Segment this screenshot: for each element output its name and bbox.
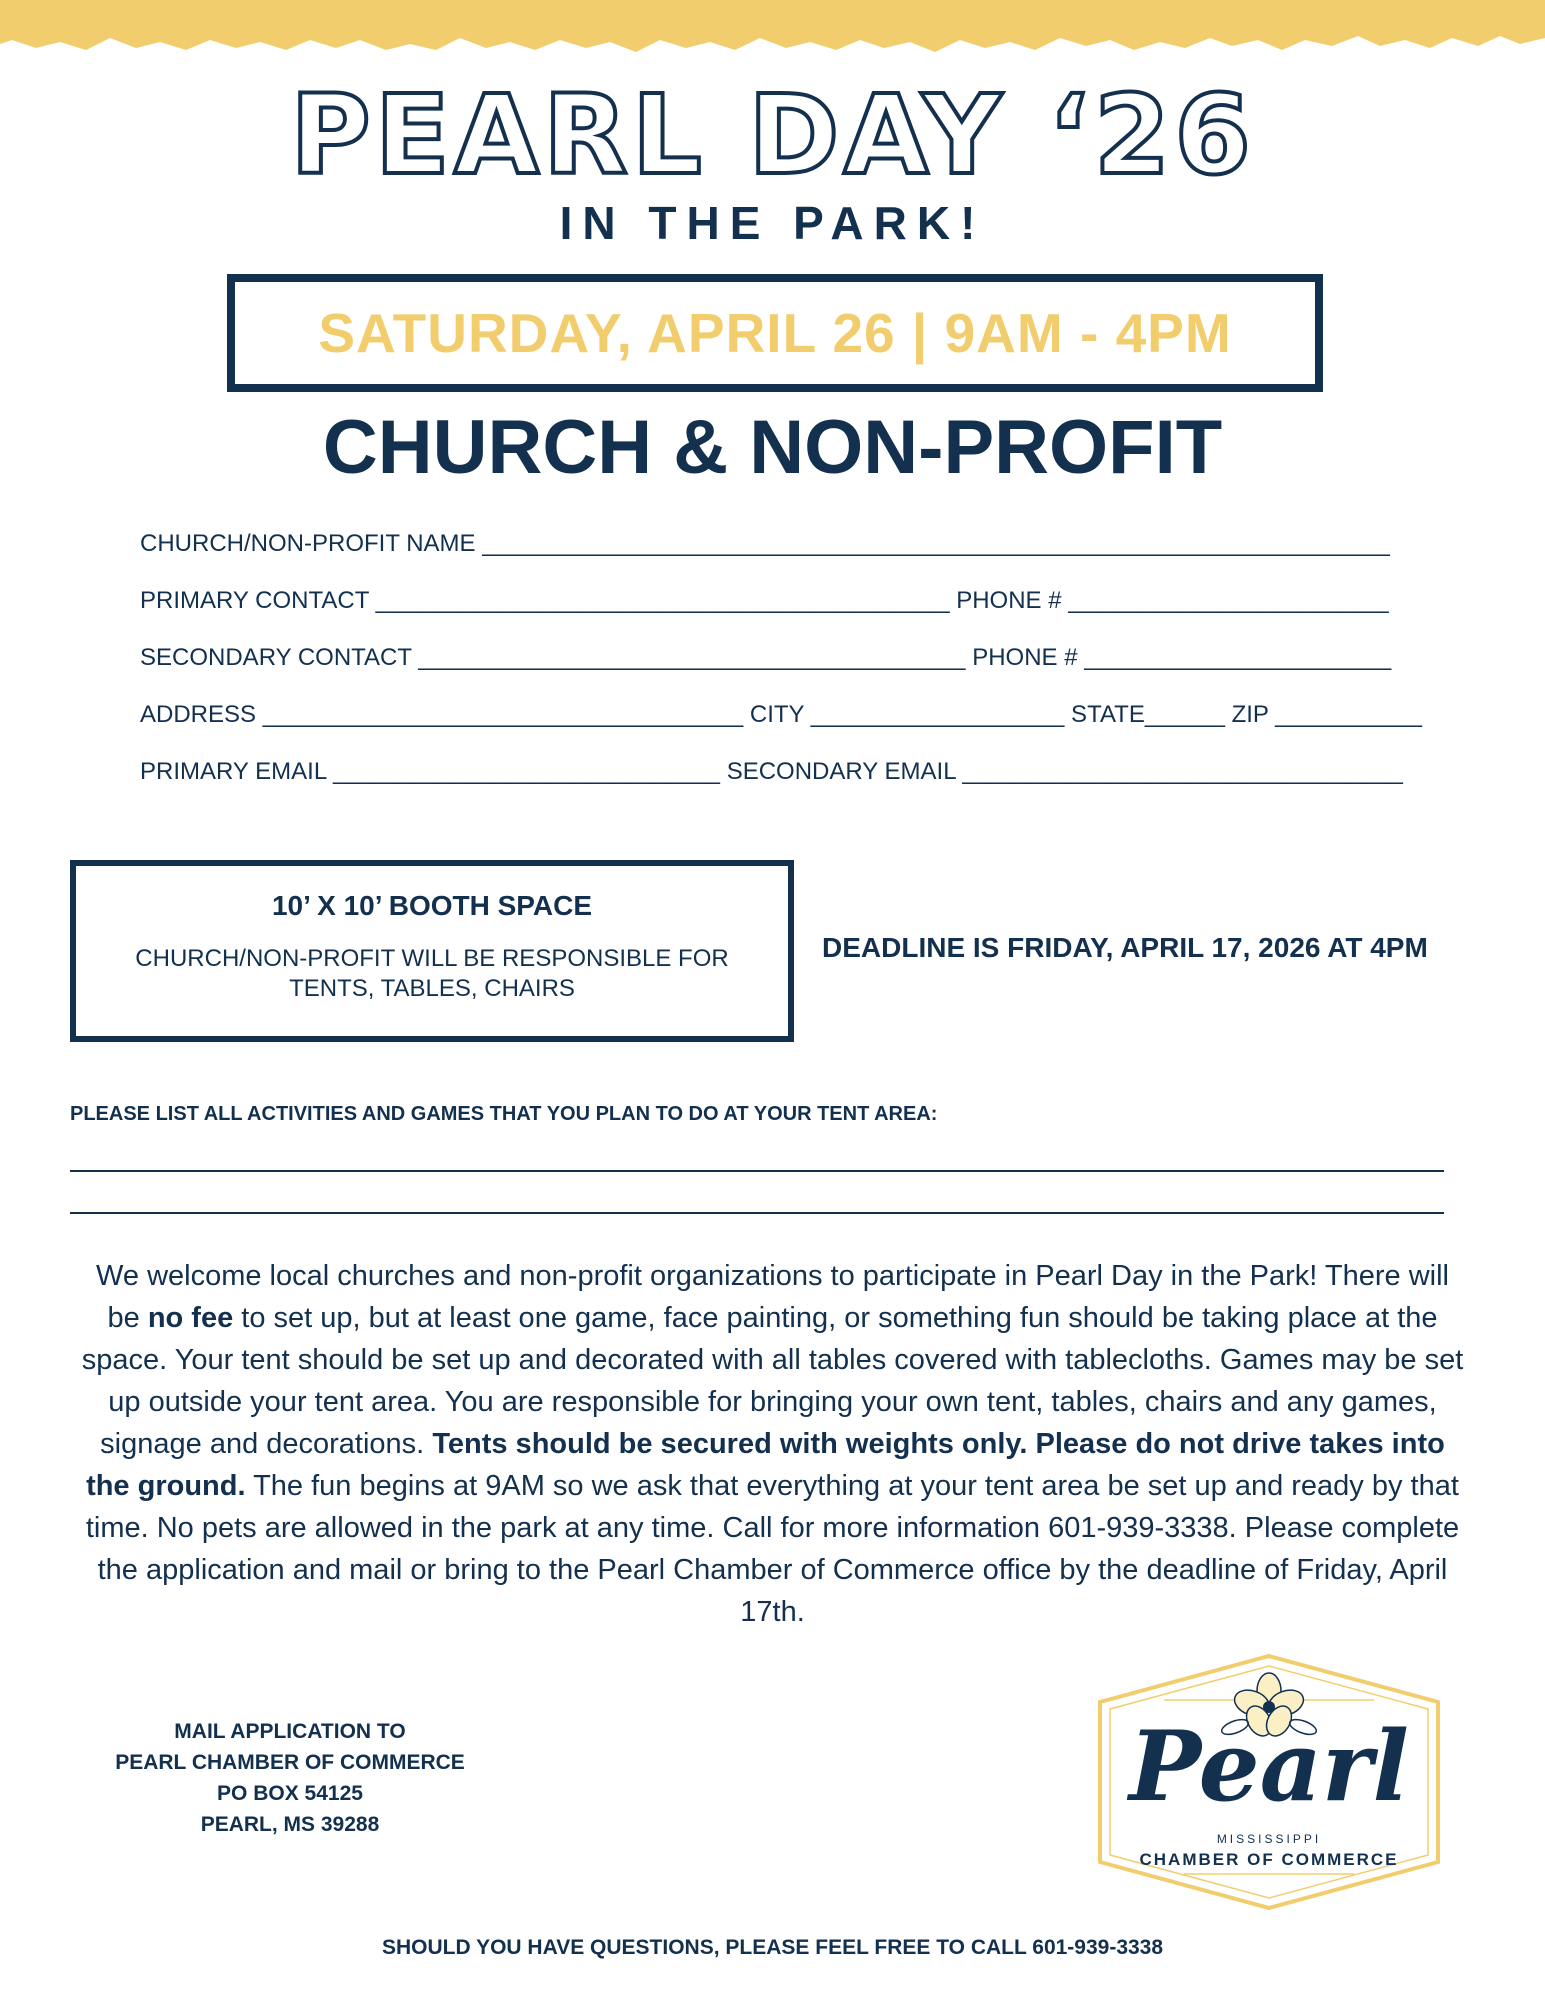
event-subtitle: IN THE PARK! xyxy=(559,197,986,249)
activities-line-2[interactable] xyxy=(70,1212,1444,1214)
form-line-address[interactable]: ADDRESS ____________________________________ CITY ___________________ STATE______ ZIP ___________ xyxy=(140,701,1422,728)
activities-label: PLEASE LIST ALL ACTIVITIES AND GAMES THAT YOU PLAN TO DO AT YOUR TENT AREA: xyxy=(70,1103,938,1125)
booth-text: CHURCH/NON-PROFIT WILL BE RESPONSIBLE FOR TENTS, TABLES, CHAIRS xyxy=(135,945,729,1002)
logo-state-text: MISSISSIPPI xyxy=(1216,1832,1322,1846)
paragraph-bold-1: no fee xyxy=(147,1302,234,1334)
chamber-logo xyxy=(1094,1652,1444,1912)
booth-title: 10’ X 10’ BOOTH SPACE xyxy=(271,890,593,921)
mail-line-4: PEARL, MS 39288 xyxy=(200,1813,380,1836)
paragraph-bold-2: Tents should be secured with weights only. Please do not drive takes into the ground. xyxy=(86,1428,1445,1502)
deadline-text: DEADLINE IS FRIDAY, APRIL 17, 2026 AT 4PM xyxy=(822,932,1428,963)
paragraph-part-3: The fun begins at 9AM so we ask that everything at your tent area be set up and ready by that time. No pets are allowed in the park at any time. Call for more information 601-939-3338. Please complete the application and mail or bring to the Pearl Chamber of Commerce office by the deadline of Friday, April 17th. xyxy=(85,1470,1460,1628)
event-title: PEARL DAY ‘26 xyxy=(290,71,1255,199)
footer-contact: SHOULD YOU HAVE QUESTIONS, PLEASE FEEL FREE TO CALL 601-939-3338 xyxy=(381,1936,1164,1959)
form-line-primary-contact[interactable]: PRIMARY CONTACT ___________________________________________ PHONE # ________________________ xyxy=(140,587,1389,614)
paragraph-part-1: We welcome local churches and non-profit organizations to participate in Pearl Day in the Park! There will be xyxy=(96,1260,1449,1334)
mail-line-1: MAIL APPLICATION TO xyxy=(174,1720,406,1743)
logo-script-text: Pearl xyxy=(1129,1710,1409,1823)
mailing-address xyxy=(90,1716,490,1840)
torn-paper-banner xyxy=(0,0,1545,60)
category-heading: CHURCH & NON-PROFIT xyxy=(322,405,1223,490)
logo-org-text: CHAMBER OF COMMERCE xyxy=(1139,1850,1399,1869)
form-line-email[interactable]: PRIMARY EMAIL _____________________________ SECONDARY EMAIL _________________________________ xyxy=(140,758,1403,785)
mail-line-2: PEARL CHAMBER OF COMMERCE xyxy=(115,1751,465,1774)
info-paragraph xyxy=(80,1255,1465,1633)
date-time-box xyxy=(227,274,1323,392)
paragraph-part-2: to set up, but at least one game, face painting, or something fun should be taking place at the space. Your tent should be set up and decorated with all tables covered with tablecloths. Games may be set up outside your tent area. You are responsible for bringing your own tent, tables, chairs and any games, signage and decorations. xyxy=(81,1302,1464,1460)
booth-info-box xyxy=(70,860,794,1042)
form-line-secondary-contact[interactable]: SECONDARY CONTACT _________________________________________ PHONE # _______________________ xyxy=(140,644,1392,671)
form-line-organization-name[interactable]: CHURCH/NON-PROFIT NAME ____________________________________________________________________ xyxy=(140,530,1390,557)
mail-line-3: PO BOX 54125 xyxy=(217,1782,363,1805)
activities-line-1[interactable] xyxy=(70,1170,1444,1172)
date-time-text: SATURDAY, APRIL 26 | 9AM - 4PM xyxy=(318,302,1232,364)
